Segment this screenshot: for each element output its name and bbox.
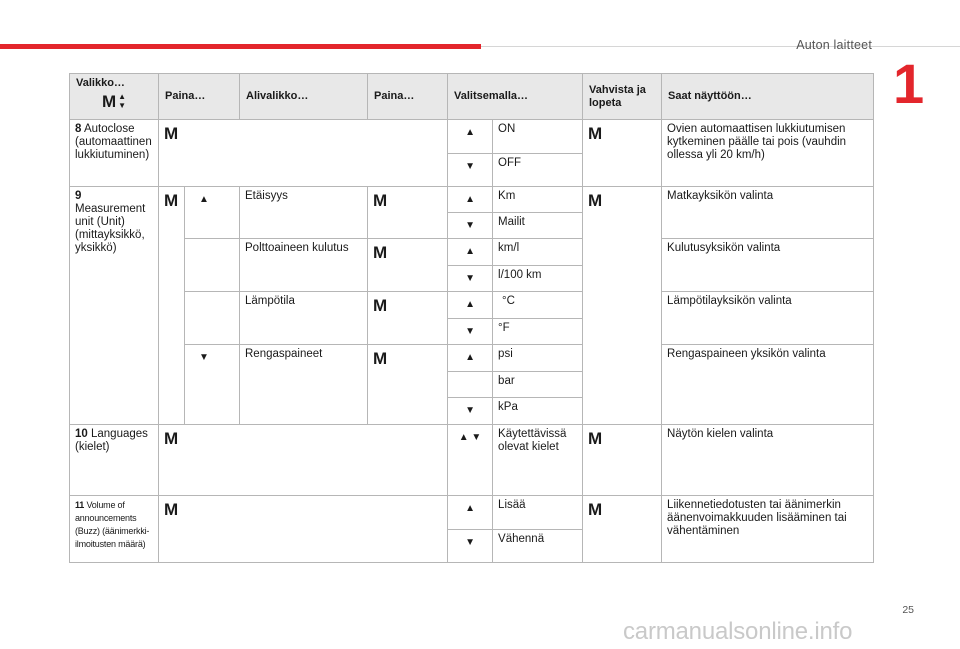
table-row <box>70 496 874 530</box>
header-paina-2: Paina… <box>368 74 448 120</box>
result-fuel: Kulutusyksikön valinta <box>662 239 874 292</box>
option-bar: bar <box>493 372 583 398</box>
table-row <box>70 239 874 266</box>
header-alivalikko: Alivalikko… <box>240 74 368 120</box>
m-button-icon: M <box>368 187 448 239</box>
option-fahrenheit: °F <box>493 319 583 345</box>
down-arrow-icon: ▼ <box>448 266 493 292</box>
down-arrow-icon: ▼ <box>448 530 493 563</box>
chapter-number: 1 <box>893 52 925 115</box>
result-tyre: Rengaspaineen yksikön valinta <box>662 345 874 425</box>
menu-table-body <box>69 119 874 563</box>
option-km: Km <box>493 187 583 213</box>
m-button-icon: M <box>368 292 448 345</box>
up-arrow-icon: ▲ <box>448 345 493 372</box>
empty-cell <box>448 372 493 398</box>
menu-table <box>69 73 874 120</box>
option-miles: Mailit <box>493 213 583 239</box>
option-kml: km/l <box>493 239 583 266</box>
option-on: ON <box>493 120 583 154</box>
updown-arrow-icon: ▲ ▼ <box>448 425 493 496</box>
table-row <box>70 120 874 154</box>
up-arrow-icon: ▲ <box>448 187 493 213</box>
table-header-row <box>70 74 874 120</box>
down-arrow-icon: ▼ <box>448 154 493 187</box>
table-row <box>70 425 874 496</box>
option-psi: psi <box>493 345 583 372</box>
option-off: OFF <box>493 154 583 187</box>
watermark: carmanualsonline.info <box>623 618 853 645</box>
submenu-temp: Lämpötila <box>240 292 368 345</box>
m-button-icon: M <box>159 187 185 425</box>
header-vahvista: Vahvista ja lopeta <box>583 74 662 120</box>
page-number: 25 <box>902 604 914 616</box>
menu-name: Autoclose (automaattinen lukkiutuminen) <box>75 123 152 161</box>
table-row <box>70 292 874 319</box>
result-volume: Liikennetiedotusten tai äänimerkin äänenvoimakkuuden lisääminen tai vähentäminen <box>662 496 874 563</box>
m-button-icon: M <box>159 425 448 496</box>
header-paina-1: Paina… <box>159 74 240 120</box>
menu-number: 9 <box>75 190 82 202</box>
menu-number: 10 <box>75 428 88 440</box>
result-autoclose: Ovien automaattisen lukkiutumisen kytkeminen päälle tai pois (vauhdin ollessa yli 20 km/h) <box>662 120 874 187</box>
header-red-bar <box>0 44 481 49</box>
m-button-icon: M <box>368 345 448 425</box>
m-button-icon: M <box>583 496 662 563</box>
m-button-icon: M <box>368 239 448 292</box>
submenu-distance: Etäisyys <box>240 187 368 239</box>
m-button-icon: M <box>159 120 448 187</box>
down-arrow-icon: ▼ <box>448 319 493 345</box>
menu-number: 11 <box>75 500 85 510</box>
empty-cell <box>185 292 240 345</box>
option-kpa: kPa <box>493 398 583 425</box>
result-languages: Näytön kielen valinta <box>662 425 874 496</box>
down-arrow-icon: ▼ <box>448 213 493 239</box>
table-row <box>70 345 874 372</box>
menu-measurement <box>70 187 159 425</box>
up-arrow-icon: ▲ <box>448 496 493 530</box>
option-languages: Käytettävissä olevat kielet <box>493 425 583 496</box>
m-button-icon: M <box>583 187 662 425</box>
up-arrow-icon: ▲ <box>448 292 493 319</box>
down-arrow-icon: ▼ <box>185 345 240 425</box>
up-arrow-icon: ▲ <box>448 239 493 266</box>
menu-number: 8 <box>75 123 82 135</box>
m-updown-icon: M ▲ ▼ <box>102 91 127 111</box>
m-button-icon: M <box>159 496 448 563</box>
header-saat: Saat näyttöön… <box>662 74 874 120</box>
menu-name: Measurement unit (Unit) (mittayksikkö, yksikkö) <box>75 203 146 254</box>
header-valitsemalla: Valitsemalla… <box>448 74 583 120</box>
menu-name: Languages (kielet) <box>75 428 148 453</box>
section-title: Auton laitteet <box>796 38 872 52</box>
submenu-fuel: Polttoaineen kulutus <box>240 239 368 292</box>
table-row <box>70 187 874 213</box>
option-less: Vähennä <box>493 530 583 563</box>
menu-autoclose <box>70 120 159 187</box>
result-distance: Matkayksikön valinta <box>662 187 874 239</box>
up-arrow-icon: ▲ <box>448 120 493 154</box>
menu-languages <box>70 425 159 496</box>
down-arrow-icon: ▼ <box>448 398 493 425</box>
menu-volume <box>70 496 159 563</box>
empty-cell <box>185 239 240 292</box>
option-l100: l/100 km <box>493 266 583 292</box>
m-button-icon: M <box>583 425 662 496</box>
up-arrow-icon: ▲ <box>185 187 240 239</box>
submenu-tyre: Rengaspaineet <box>240 345 368 425</box>
header-valikko <box>70 74 159 120</box>
option-celsius: °C <box>493 292 583 319</box>
menu-name: Volume of announcements (Buzz) (äänimerkki-ilmoitusten määrä) <box>75 500 150 549</box>
result-temp: Lämpötilayksikön valinta <box>662 292 874 345</box>
header-valikko-label: Valikko… <box>76 77 125 89</box>
m-button-icon: M <box>583 120 662 187</box>
option-more: Lisää <box>493 496 583 530</box>
header-divider <box>481 46 960 47</box>
